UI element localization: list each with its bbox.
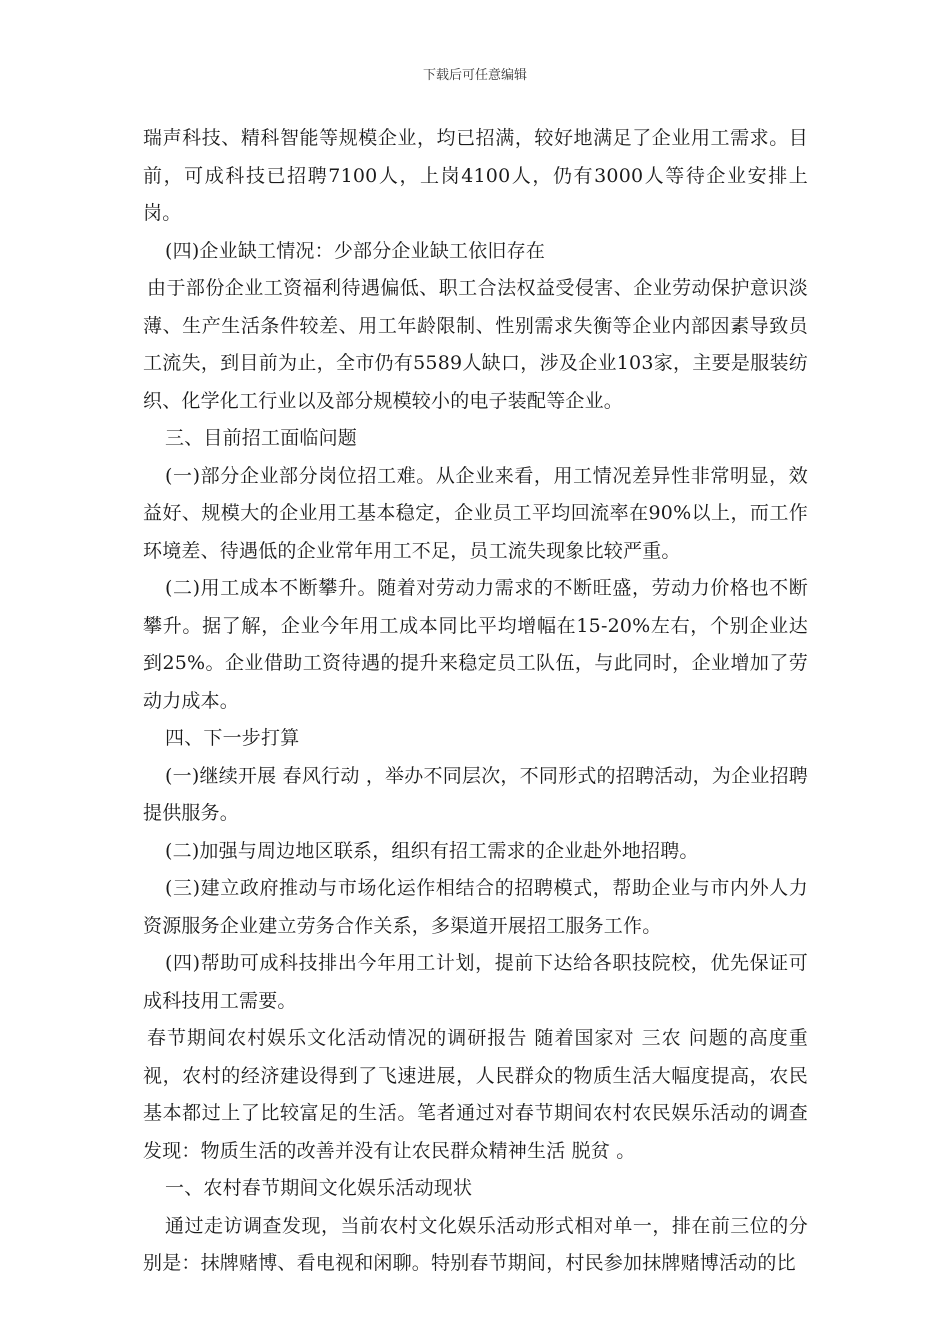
section-heading: 一、农村春节期间文化娱乐活动现状 (165, 1177, 473, 1199)
paragraph: (一)继续开展 春风行动 ，举办不同层次，不同形式的招聘活动，为企业招聘提供服务。 (143, 764, 808, 824)
paragraph: (二)加强与周边地区联系，组织有招工需求的企业赴外地招聘。 (165, 839, 699, 862)
paragraph: (四)帮助可成科技排出今年用工计划，提前下达给各职技院校，优先保证可成科技用工需要。 (143, 952, 808, 1012)
section-heading: 三、目前招工面临问题 (165, 427, 358, 449)
paragraph: (三)建立政府推动与市场化运作相结合的招聘模式，帮助企业与市内外人力资源服务企业建立劳务合作关系，多渠道开展招工服务工作。 (143, 877, 808, 937)
paragraph: (一)部分企业部分岗位招工难。从企业来看，用工情况差异性非常明显，效益好、规模大的企业用工基本稳定，企业员工平均回流率在90%以上，而工作环境差、待遇低的企业常年用工不足，员工流失现象比较严重。 (143, 464, 808, 562)
page-header: 下载后可任意编辑 (422, 68, 527, 83)
paragraph: 春节期间农村娱乐文化活动情况的调研报告 随着国家对 三农 问题的高度重视，农村的经济建设得到了飞速进展，人民群众的物质生活大幅度提高，农民基本都过上了比较富足的生活。笔者通过对春节期间农村农民娱乐活动的调查发现：物质生活的改善并没有让农民群众精神生活 脱贫 。 (143, 1027, 808, 1162)
document-body (143, 120, 808, 1283)
paragraph: 通过走访调查发现，当前农村文化娱乐活动形式相对单一，排在前三位的分别是：抹牌赌博、看电视和闲聊。特别春节期间，村民参加抹牌赌博活动的比 (143, 1214, 808, 1274)
section-heading: (四)企业缺工情况：少部分企业缺工依旧存在 (165, 239, 546, 262)
paragraph: 瑞声科技、精科智能等规模企业，均已招满，较好地满足了企业用工需求。目前，可成科技已招聘7100人，上岗4100人，仍有3000人等待企业安排上岗。 (143, 127, 808, 224)
section-heading: 四、下一步打算 (165, 727, 300, 749)
paragraph: 由于部份企业工资福利待遇偏低、职工合法权益受侵害、企业劳动保护意识淡薄、生产生活条件较差、用工年龄限制、性别需求失衡等企业内部因素导致员工流失，到目前为止，全市仍有5589人缺口，涉及企业103家，主要是服装纺织、化学化工行业以及部分规模较小的电子装配等企业。 (143, 277, 808, 412)
paragraph: (二)用工成本不断攀升。随着对劳动力需求的不断旺盛，劳动力价格也不断攀升。据了解，企业今年用工成本同比平均增幅在15-20%左右，个别企业达到25%。企业借助工资待遇的提升来稳定员工队伍，与此同时，企业增加了劳动力成本。 (143, 577, 808, 712)
